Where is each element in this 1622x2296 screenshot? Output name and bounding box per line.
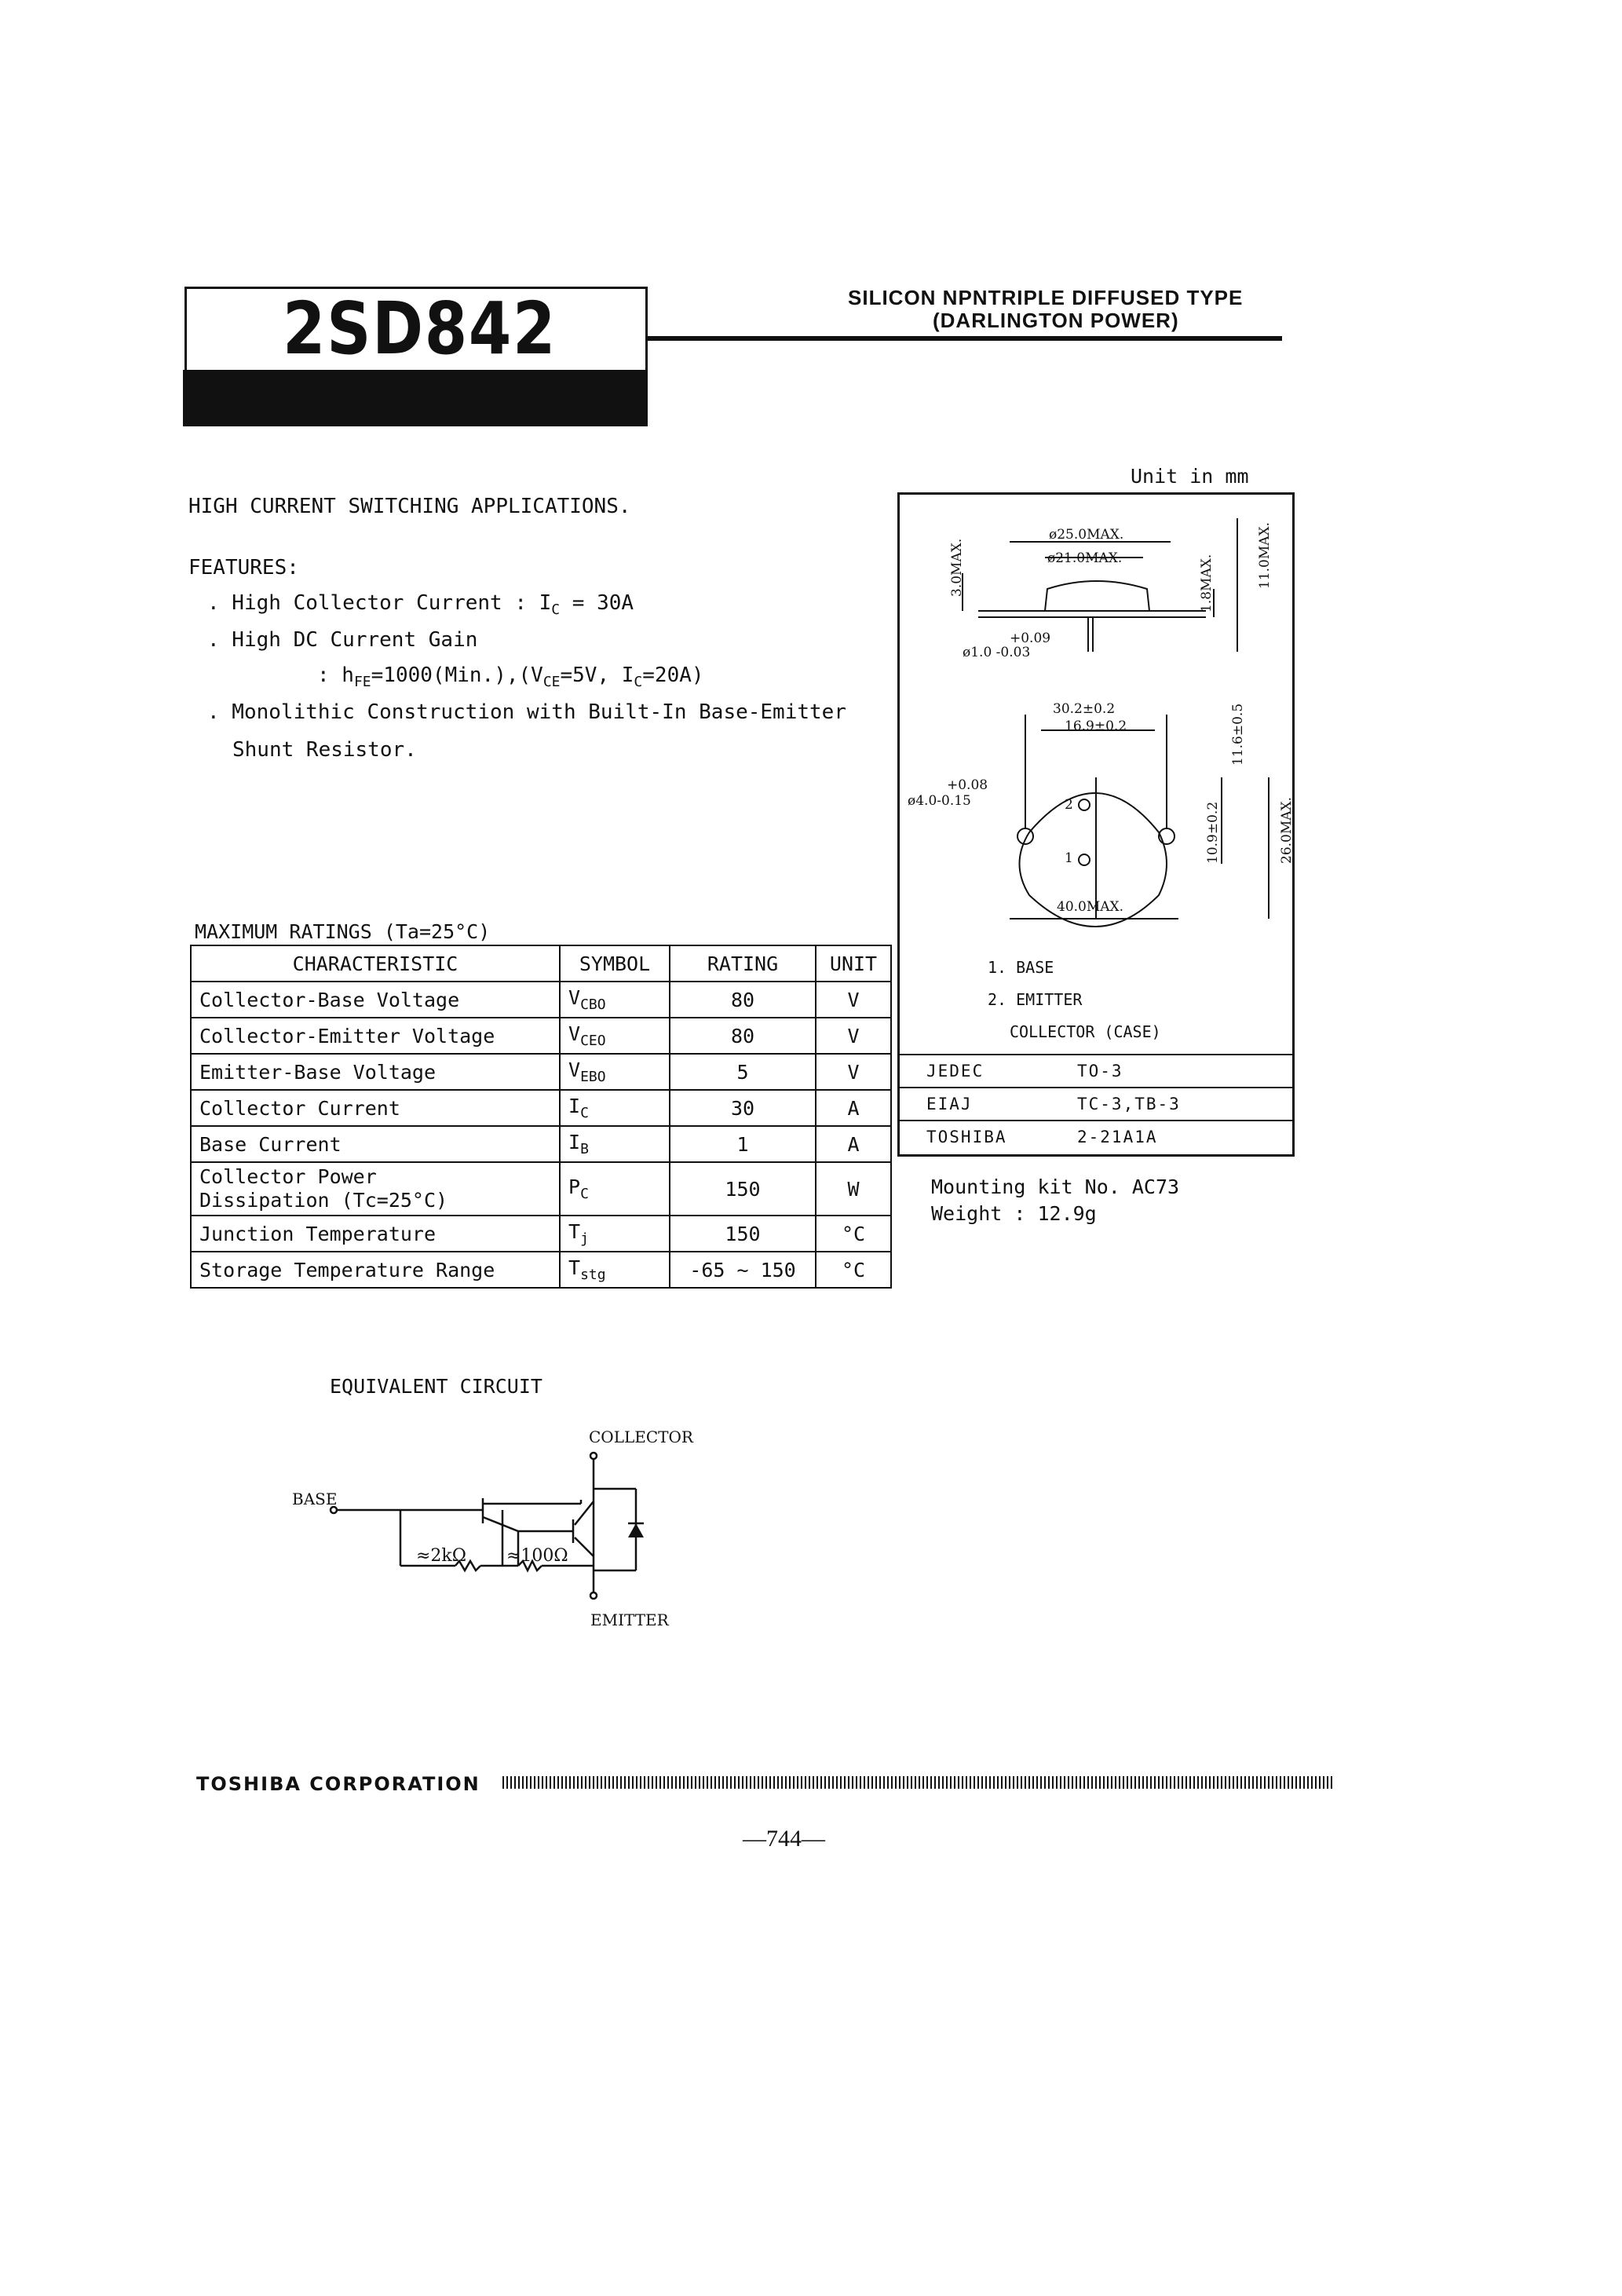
pin-emitter: 2. EMITTER xyxy=(988,990,1083,1009)
table-row: Junction Temperature $T_j$ 150 °C xyxy=(191,1216,891,1252)
resistor-100-label: ≈100Ω xyxy=(506,1546,568,1566)
dim-hole: ø4.0-0.15 xyxy=(908,793,971,809)
circuit-title: EQUIVALENT CIRCUIT xyxy=(330,1375,542,1398)
device-type-line1: SILICON NPNTRIPLE DIFFUSED TYPE xyxy=(848,286,1244,309)
pin-base: 1. BASE xyxy=(988,958,1054,977)
dim-w169: 16.9±0.2 xyxy=(1065,718,1127,734)
pin-1-label: 1 xyxy=(1065,850,1073,866)
unit-label: Unit in mm xyxy=(1131,465,1249,488)
weight: Weight : 12.9g xyxy=(931,1202,1097,1225)
feature-dc-gain: . High DC Current Gain xyxy=(207,628,478,652)
table-row: Collector-Emitter Voltage $V_{CEO}$ 80 V xyxy=(191,1018,891,1054)
table-row: Collector Power Dissipation (Tc=25°C) $P_C$ 150 W xyxy=(191,1162,891,1216)
mounting-kit: Mounting kit No. AC73 xyxy=(931,1175,1180,1198)
dim-h11: 11.0MAX. xyxy=(1257,521,1273,589)
part-number: 2SD842 xyxy=(283,287,557,371)
dim-pin: ø1.0 -0.03 xyxy=(963,645,1031,660)
circuit-collector-label: COLLECTOR xyxy=(589,1428,693,1446)
application-title: HIGH CURRENT SWITCHING APPLICATIONS. xyxy=(188,495,631,518)
feature-monolithic: . Monolithic Construction with Built-In Base-Emitter xyxy=(207,700,846,724)
pin-2-label: 2 xyxy=(1065,797,1073,813)
pin-collector: COLLECTOR (CASE) xyxy=(1010,1022,1161,1041)
equivalent-circuit-diagram xyxy=(283,1413,722,1633)
header-rating: RATING xyxy=(670,945,816,982)
dim-h116: 11.6±0.5 xyxy=(1230,703,1246,766)
dim-h109: 10.9±0.2 xyxy=(1205,801,1221,864)
dim-d21: ø21.0MAX. xyxy=(1047,550,1123,566)
feature-monolithic-cont: Shunt Resistor. xyxy=(232,738,417,762)
dim-h18: 1.8MAX. xyxy=(1199,554,1215,612)
feature-dc-gain-value: : $h_{FE}=1000(Min.),(V_{CE}=5V$, $I_C=20A$) xyxy=(317,664,704,690)
header-characteristic: CHARACTERISTIC xyxy=(191,945,560,982)
device-type-line2: (DARLINGTON POWER) xyxy=(933,309,1179,332)
dim-h26: 26.0MAX. xyxy=(1279,796,1295,864)
header-unit: UNIT xyxy=(816,945,891,982)
table-row: Emitter-Base Voltage $V_{EBO}$ 5 V xyxy=(191,1054,891,1090)
std-row-eiaj: EIAJ TC-3,TB-3 xyxy=(900,1087,1292,1120)
header-symbol: SYMBOL xyxy=(560,945,670,982)
package-drawing-box xyxy=(897,492,1295,1157)
dim-tol1: +0.09 xyxy=(1010,631,1051,646)
title-black-band xyxy=(183,370,648,426)
std-row-toshiba: TOSHIBA 2-21A1A xyxy=(900,1120,1292,1153)
dim-hole-tol: +0.08 xyxy=(947,777,988,793)
table-row: Collector-Base Voltage $V_{CBO}$ 80 V xyxy=(191,982,891,1018)
feature-collector-current: . High Collector Current : $I_C = 30A$ xyxy=(207,591,634,618)
circuit-base-label: BASE xyxy=(292,1490,338,1508)
resistor-2k-label: ≈2kΩ xyxy=(416,1546,467,1566)
features-heading: FEATURES: xyxy=(188,556,299,579)
footer-bar xyxy=(502,1776,1335,1789)
ratings-table xyxy=(190,945,892,1289)
circuit-emitter-label: EMITTER xyxy=(590,1610,669,1629)
std-row-jedec: JEDEC TO-3 xyxy=(900,1054,1292,1087)
table-row: Collector Current $I_C$ 30 A xyxy=(191,1090,891,1126)
table-row: Storage Temperature Range $T_{stg}$ -65 ~ 150 °C xyxy=(191,1252,891,1288)
header-rule xyxy=(646,336,1282,341)
page-number: —744— xyxy=(743,1826,825,1852)
footer-company: TOSHIBA CORPORATION xyxy=(196,1773,480,1795)
table-header-row xyxy=(191,945,891,982)
dim-d25: ø25.0MAX. xyxy=(1049,527,1124,543)
dim-h30: 3.0MAX. xyxy=(949,538,965,597)
ratings-title: MAXIMUM RATINGS (Ta=25°C) xyxy=(195,920,491,943)
table-row: Base Current $I_B$ 1 A xyxy=(191,1126,891,1162)
dim-w302: 30.2±0.2 xyxy=(1053,701,1116,717)
package-outline-drawing xyxy=(900,495,1295,1044)
dim-w40: 40.0MAX. xyxy=(1057,899,1124,915)
